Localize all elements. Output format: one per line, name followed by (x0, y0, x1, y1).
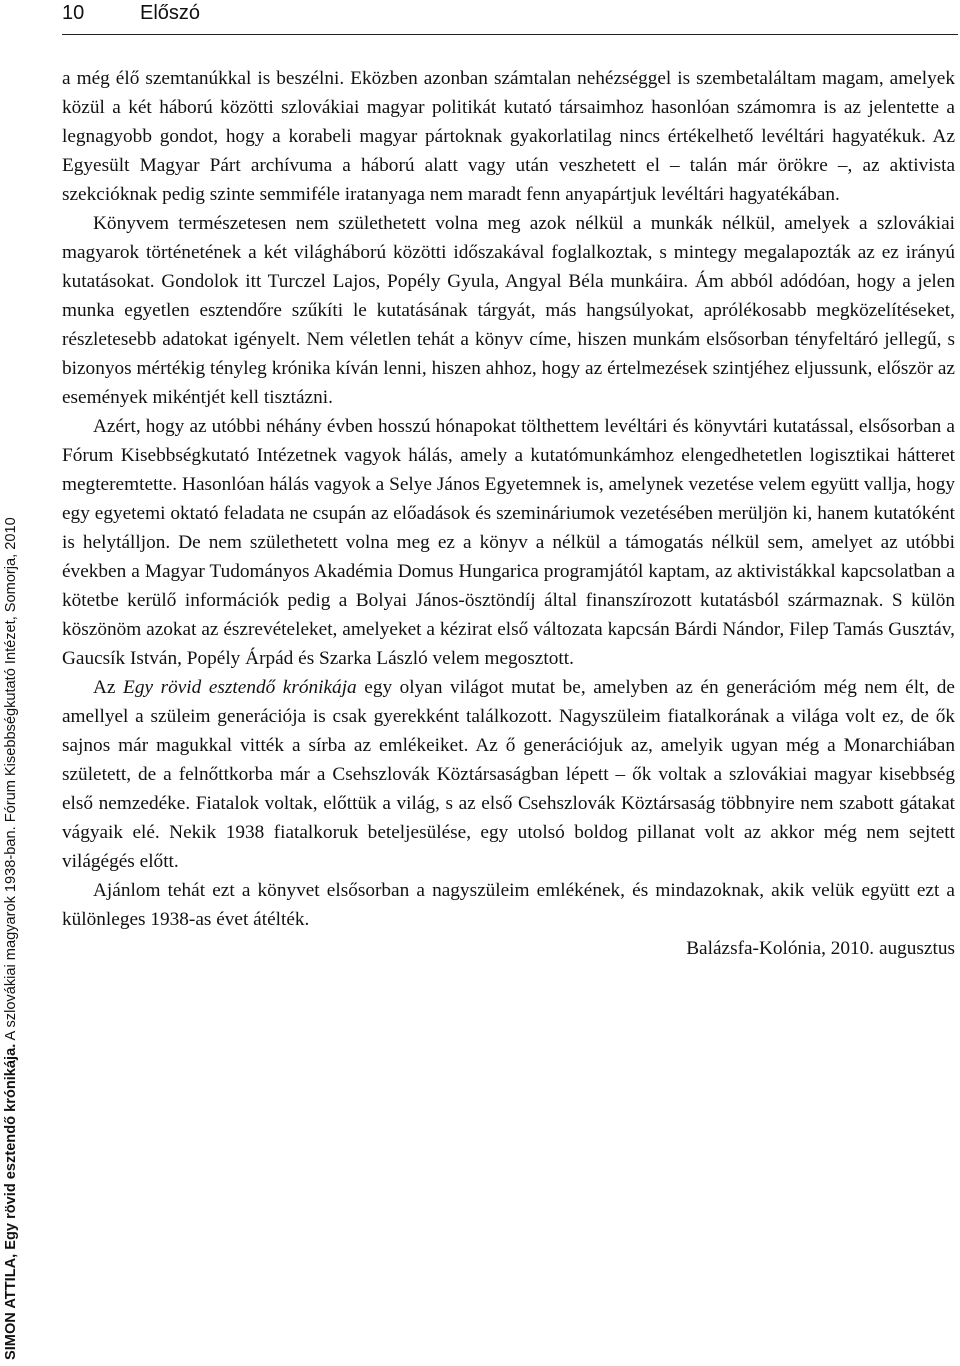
paragraph-1 (62, 64, 955, 209)
paragraph-3 (62, 412, 955, 673)
paragraph-5 (62, 876, 955, 934)
signature: Balázsfa-Kolónia, 2010. augusztus (686, 938, 955, 959)
paragraph-text: egy olyan világot mutat be, amelyben az én generációm még nem élt, de amellyel a szüleim generációja is csak gyerekként találkozott. Nagyszüleim fiatalkorának a világa volt ez, de ők sajnos már magukkal vitték a sírba az emlékeiket. Az ő generációjuk az, amelyik ugyan még a Monarchiában született, de a felnőttkorba már a Csehszlovák Köztársaságban lépett – ők voltak a szlovákiai magyar kisebbség első nemzedéke. Fiatalok voltak, előttük a világ, s az első Csehszlovák Köztársaság többnyire nem szabott gátakat vágyaik elé. Nekik 1938 fiatalkoruk beteljesülése, egy utolsó boldog pillanat volt az akkor még nem sejtett világégés előtt. (62, 677, 955, 872)
paragraph-text: Azért, hogy az utóbbi néhány évben hosszú hónapokat tölthettem levéltári és könyvtári kutatással, elsősorban a Fórum Kisebbségkutató Intézetnek vagyok hálás, amely a kutatómunkámhoz elengedhetetlen logisztikai hátteret megteremtette. Hasonlóan hálás vagyok a Selye János Egyetemnek is, amelynek vezetése velem együtt vallja, hogy egy egyetemi oktató feladata ne csupán az előadások és szemináriumok vezetésében merüljön ki, hanem kutatóként is helytálljon. De nem születhetett volna meg ez a könyv a nélkül a támogatás nélkül sem, amelyet az utóbbi években a Magyar Tudományos Akadémia Domus Hungarica programjától kaptam, az aktivistákkal kapcsolatban a kötetbe kerülő információk pedig a Bolyai János-ösztöndíj által finanszírozott kutatásból származnak. S külön köszönöm azokat az észrevételeket, amelyeket a kézirat első változata kapcsán Bárdi Nándor, Filep Tamás Gusztáv, Gaucsík István, Popély Árpád és Szarka László velem megosztott. (62, 416, 955, 669)
side-credit (2, 517, 20, 1360)
paragraph-text: Ajánlom tehát ezt a könyvet elsősorban a nagyszüleim emlékének, és mindazoknak, akik velük együtt ezt a különleges 1938-as évet átélték. (62, 880, 955, 930)
paragraph-text: a még élő szemtanúkkal is beszélni. Eközben azonban számtalan nehézséggel is szembetaláltam magam, amelyek közül a két háború közötti szlovákiai magyar politikát kutató társaimhoz hasonlóan számomra is az jelentette a legnagyobb gondot, hogy a korabeli magyar pártoknak gyakorlatilag nincs értékelhető levéltári hagyatékuk. Az Egyesült Magyar Párt archívuma a háború alatt vagy után veszhetett el – talán már örökre –, az aktivista szekcióknak pedig szinte semmiféle iratanyaga nem maradt fenn anyapártjuk levéltári hagyatékában. (62, 68, 955, 205)
body-text (62, 64, 955, 963)
book-title-italic: Egy rövid esztendő krónikája (123, 677, 357, 698)
side-credit-publication: A szlovákiai magyarok 1938-ban. Fórum Kisebbségkutató Intézet, Somorja, 2010 (3, 517, 19, 1044)
page-header (62, 0, 958, 35)
paragraph-text: Könyvem természetesen nem születhetett volna meg azok nélkül a munkák nélkül, amelyek a szlovákiai magyarok történetének a két világháború közötti időszakával foglalkoztak, s mintegy megalapozták az ez irányú kutatásokat. Gondolok itt Turczel Lajos, Popély Gyula, Angyal Béla munkáira. Ám abból adódóan, hogy a jelen munka egyetlen esztendőre szűkíti le kutatásának tárgyát, más hangsúlyokat, aprólékosabb megközelítéseket, részletesebb adatokat igényelt. Nem véletlen tehát a könyv címe, hiszen munkám elsősorban tényfeltáró jellegű, s bizonyos mértékig tényleg krónika kíván lenni, hiszen ahhoz, hogy az értelmezések szintjéhez eljussunk, először az események mikéntjét kell tisztázni. (62, 213, 955, 408)
paragraph-4 (62, 673, 955, 876)
page-number: 10 (62, 2, 85, 24)
paragraph-text: Az (93, 677, 124, 698)
section-title: Előszó (140, 2, 201, 24)
side-credit-author-title: SIMON ATTILA, Egy rövid esztendő krónikája. (3, 1043, 19, 1360)
paragraph-2 (62, 209, 955, 412)
